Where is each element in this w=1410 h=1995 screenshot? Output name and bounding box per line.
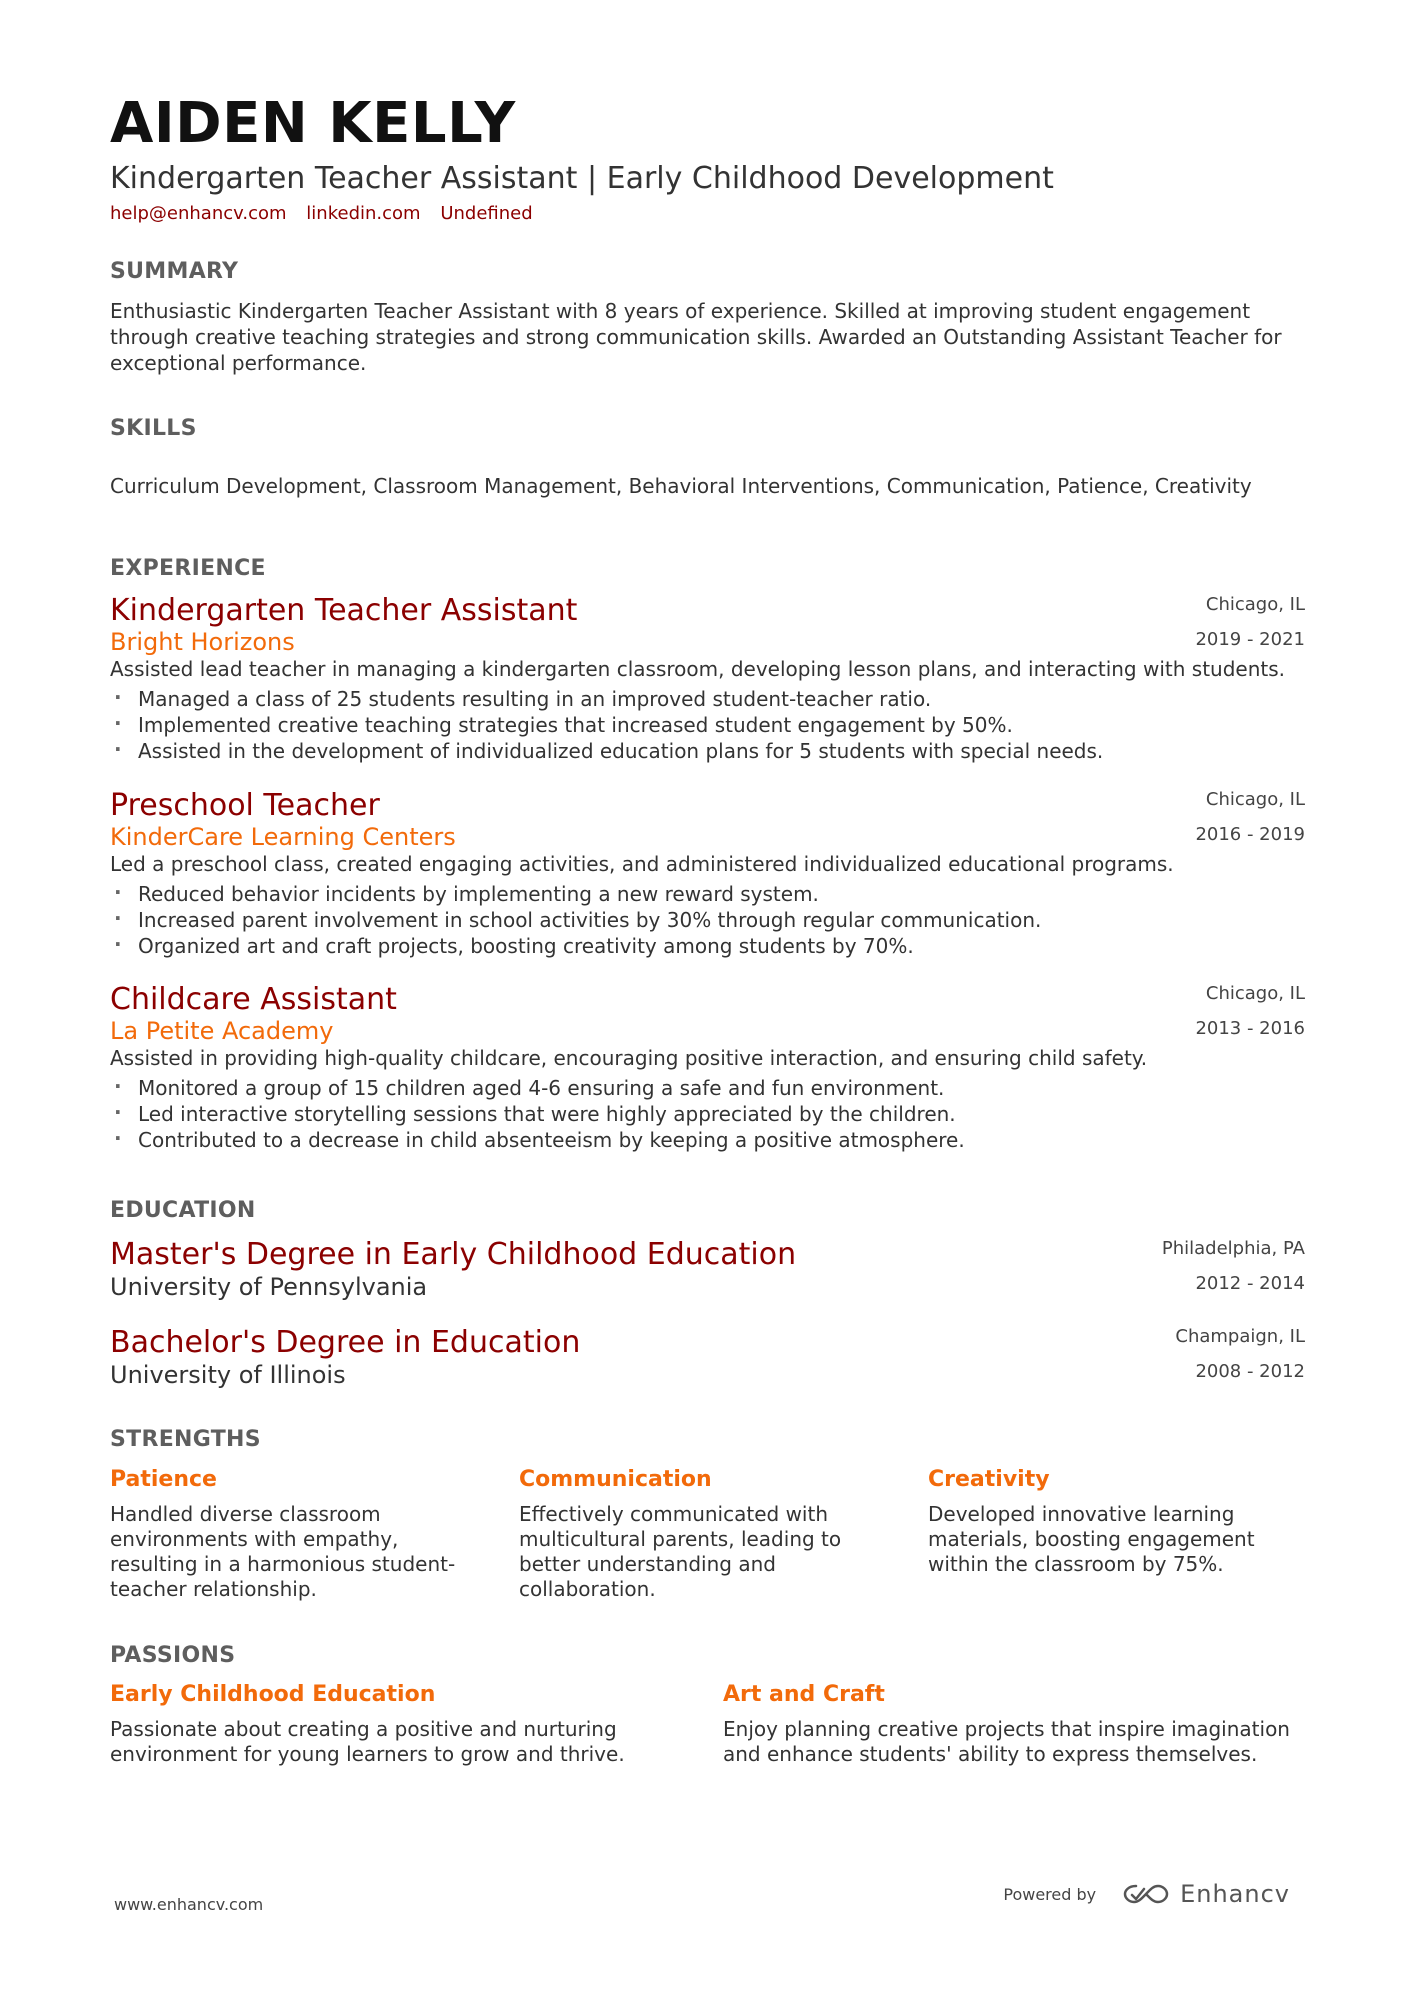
- passion-title: Art and Craft: [723, 1682, 885, 1707]
- strength-item: [928, 1467, 1298, 1577]
- skills-heading: SKILLS: [110, 416, 197, 441]
- location-text: Undefined: [440, 203, 533, 224]
- job-description: Led a preschool class, created engaging activities, and administered individualized educational programs.: [110, 852, 1174, 876]
- strength-text: Developed innovative learning materials, boosting engagement within the classroom by 75%.: [928, 1502, 1255, 1576]
- list-item: · Assisted in the development of individualized education plans for 5 students with special needs.: [110, 738, 1103, 764]
- footer-branding: [1003, 1880, 1290, 1908]
- school-name: University of Pennsylvania: [110, 1273, 428, 1301]
- education-location: Champaign, IL: [1175, 1326, 1305, 1347]
- job-bullets: [110, 1075, 965, 1153]
- linkedin-link[interactable]: linkedin.com: [306, 203, 421, 224]
- experience-heading: EXPERIENCE: [110, 556, 266, 581]
- education-dates: 2008 - 2012: [1195, 1361, 1305, 1382]
- degree-title: Bachelor's Degree in Education: [110, 1325, 581, 1360]
- degree-title: Master's Degree in Early Childhood Education: [110, 1237, 797, 1272]
- brand-logo[interactable]: [1122, 1880, 1290, 1908]
- list-item: · Organized art and craft projects, boosting creativity among students by 70%.: [110, 933, 1041, 959]
- job-location: Chicago, IL: [1205, 594, 1305, 615]
- job-description: Assisted lead teacher in managing a kindergarten classroom, developing lesson plans, and interacting with students.: [110, 657, 1286, 681]
- job-dates: 2019 - 2021: [1195, 629, 1305, 650]
- enhancv-logo-icon: [1122, 1881, 1170, 1907]
- strength-item: [519, 1467, 889, 1602]
- passion-item: [110, 1682, 690, 1767]
- list-item: · Contributed to a decrease in child absenteeism by keeping a positive atmosphere.: [110, 1127, 965, 1153]
- job-title: Childcare Assistant: [110, 982, 397, 1017]
- strength-item: [110, 1467, 480, 1602]
- job-bullets: [110, 881, 1041, 959]
- job-dates: 2016 - 2019: [1195, 824, 1305, 845]
- passions-heading: PASSIONS: [110, 1643, 236, 1668]
- job-title: Preschool Teacher: [110, 788, 380, 823]
- job-location: Chicago, IL: [1205, 789, 1305, 810]
- summary-text: Enthusiastic Kindergarten Teacher Assistant with 8 years of experience. Skilled at improving student engagement through creative teaching strategies and strong communication skills. Awarded an Outstanding Assistant Teacher for exceptional performance.: [110, 299, 1282, 375]
- passion-text: Enjoy planning creative projects that inspire imagination and enhance students' ability to express themselves.: [723, 1717, 1290, 1766]
- email-link[interactable]: help@enhancv.com: [110, 203, 287, 224]
- education-heading: EDUCATION: [110, 1198, 256, 1223]
- powered-by-label: Powered by: [1003, 1884, 1097, 1904]
- job-description: Assisted in providing high-quality childcare, encouraging positive interaction, and ensuring child safety.: [110, 1046, 1148, 1070]
- strength-title: Patience: [110, 1467, 217, 1492]
- job-company: KinderCare Learning Centers: [110, 823, 456, 851]
- strength-text: Handled diverse classroom environments with empathy, resulting in a harmonious student-teacher relationship.: [110, 1502, 456, 1601]
- summary-heading: SUMMARY: [110, 259, 239, 284]
- school-name: University of Illinois: [110, 1361, 346, 1389]
- list-item: · Increased parent involvement in school activities by 30% through regular communication.: [110, 907, 1041, 933]
- job-title: Kindergarten Teacher Assistant: [110, 593, 578, 628]
- list-item: · Implemented creative teaching strategies that increased student engagement by 50%.: [110, 712, 1103, 738]
- brand-name: Enhancv: [1180, 1880, 1290, 1908]
- strength-title: Creativity: [928, 1467, 1050, 1492]
- candidate-name: AIDEN KELLY: [110, 91, 516, 156]
- passion-title: Early Childhood Education: [110, 1682, 436, 1707]
- job-location: Chicago, IL: [1205, 983, 1305, 1004]
- education-location: Philadelphia, PA: [1161, 1238, 1305, 1259]
- job-dates: 2013 - 2016: [1195, 1018, 1305, 1039]
- contact-list: [110, 203, 547, 224]
- education-dates: 2012 - 2014: [1195, 1273, 1305, 1294]
- skills-text: Curriculum Development, Classroom Management, Behavioral Interventions, Communication, Patience, Creativity: [110, 474, 1252, 498]
- job-company: La Petite Academy: [110, 1017, 334, 1045]
- strength-title: Communication: [519, 1467, 712, 1492]
- strengths-heading: STRENGTHS: [110, 1427, 261, 1452]
- passion-item: [723, 1682, 1303, 1767]
- list-item: · Reduced behavior incidents by implementing a new reward system.: [110, 881, 1041, 907]
- job-company: Bright Horizons: [110, 628, 295, 656]
- job-bullets: [110, 686, 1103, 764]
- passion-text: Passionate about creating a positive and nurturing environment for young learners to grow and thrive.: [110, 1717, 625, 1766]
- strength-text: Effectively communicated with multicultural parents, leading to better understanding and collaboration.: [519, 1502, 842, 1601]
- headline: Kindergarten Teacher Assistant | Early Childhood Development: [110, 161, 1054, 196]
- list-item: · Managed a class of 25 students resulting in an improved student-teacher ratio.: [110, 686, 1103, 712]
- list-item: · Led interactive storytelling sessions that were highly appreciated by the children.: [110, 1101, 965, 1127]
- list-item: · Monitored a group of 15 children aged 4-6 ensuring a safe and fun environment.: [110, 1075, 965, 1101]
- footer-website[interactable]: www.enhancv.com: [114, 1895, 264, 1914]
